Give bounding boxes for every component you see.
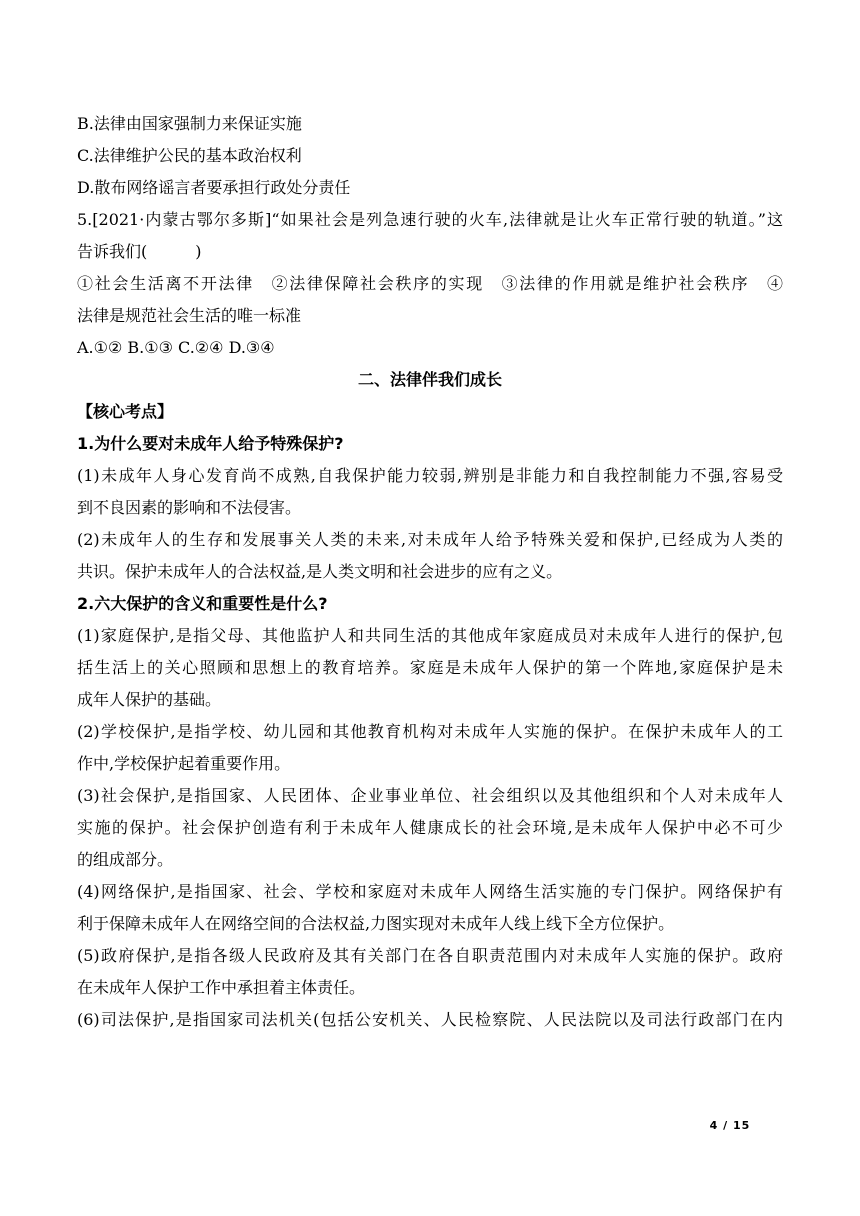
q2-p1-line-1: (1)家庭保护,是指父母、其他监护人和共同生活的其他成年家庭成员对未成年人进行的保护,包 [77,626,783,645]
option-b: B.法律由国家强制力来保证实施 [77,114,302,133]
page-number: 4 / 15 [709,1119,751,1132]
question-5-stem-line-2: 告诉我们( ) [77,242,202,261]
page-content [77,108,783,1036]
question-5-stem-line-1: 5.[2021·内蒙古鄂尔多斯]“如果社会是列急速行驶的火车,法律就是让火车正常行驶的轨道。”这 [77,210,783,229]
q1-p1-line-2: 到不良因素的影响和不法侵害。 [77,498,302,517]
option-c: C.法律维护公民的基本政治权利 [77,146,302,165]
q2-p2-line-2: 作中,学校保护起着重要作用。 [77,754,291,773]
question-5-statements-line-1: ①社会生活离不开法律 ②法律保障社会秩序的实现 ③法律的作用就是维护社会秩序 ④ [77,274,783,293]
question-5-choices: A.①② B.①③ C.②④ D.③④ [77,338,275,357]
q1-title: 1.为什么要对未成年人给予特殊保护? [77,434,344,453]
q2-p2-line-1: (2)学校保护,是指学校、幼儿园和其他教育机构对未成年人实施的保护。在保护未成年人的工 [77,722,783,741]
q1-p1-line-1: (1)未成年人身心发育尚不成熟,自我保护能力较弱,辨别是非能力和自我控制能力不强,容易受 [77,466,783,485]
q2-p3-line-2: 实施的保护。社会保护创造有利于未成年人健康成长的社会环境,是未成年人保护中必不可少 [77,818,783,837]
question-5-statements-line-2: 法律是规范社会生活的唯一标准 [77,306,302,325]
section-title: 二、法律伴我们成长 [357,370,502,389]
q2-p4-line-1: (4)网络保护,是指国家、社会、学校和家庭对未成年人网络生活实施的专门保护。网络保护有 [77,882,783,901]
q1-p2-line-1: (2)未成年人的生存和发展事关人类的未来,对未成年人给予特殊关爱和保护,已经成为人类的 [77,530,783,549]
q2-p5-line-2: 在未成年人保护工作中承担着主体责任。 [77,978,366,997]
q2-p6-line-1: (6)司法保护,是指国家司法机关(包括公安机关、人民检察院、人民法院以及司法行政部门在内 [77,1010,783,1029]
q2-p1-line-3: 成年人保护的基础。 [77,690,222,709]
q2-p1-line-2: 括生活上的关心照顾和思想上的教育培养。家庭是未成年人保护的第一个阵地,家庭保护是未 [77,658,783,677]
q2-title: 2.六大保护的含义和重要性是什么? [77,594,328,613]
q2-p4-line-2: 利于保障未成年人在网络空间的合法权益,力图实现对未成年人线上线下全方位保护。 [77,914,675,933]
option-d: D.散布网络谣言者要承担行政处分责任 [77,178,351,197]
q2-p5-line-1: (5)政府保护,是指各级人民政府及其有关部门在各自职责范围内对未成年人实施的保护。政府 [77,946,783,965]
q1-p2-line-2: 共识。保护未成年人的合法权益,是人类文明和社会进步的应有之义。 [77,562,563,581]
q2-p3-line-1: (3)社会保护,是指国家、人民团体、企业事业单位、社会组织以及其他组织和个人对未成年人 [77,786,783,805]
q2-p3-line-3: 的组成部分。 [77,850,174,869]
core-points-label: 【核心考点】 [77,402,174,421]
